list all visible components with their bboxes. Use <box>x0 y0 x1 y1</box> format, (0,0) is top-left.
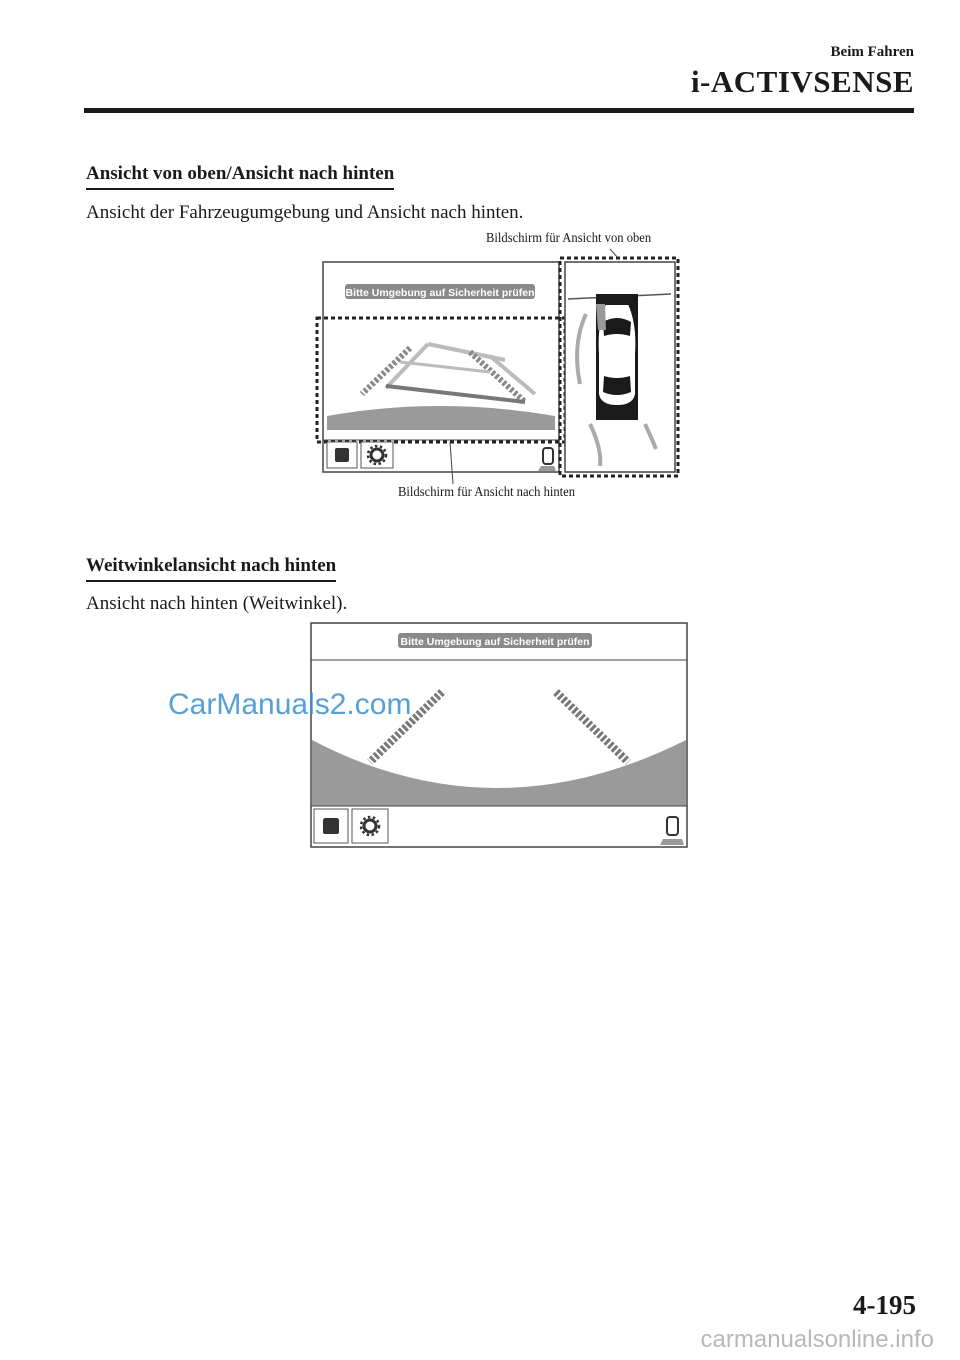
chapter-title: Beim Fahren <box>830 44 914 60</box>
heading-wide-rear-view: Weitwinkelansicht nach hinten <box>86 555 336 582</box>
heading-top-rear-view: Ansicht von oben/Ansicht nach hinten <box>86 163 394 190</box>
header-rule <box>84 108 914 113</box>
section-title: i-ACTIVSENSE <box>690 64 914 99</box>
warning-banner-2-text: Bitte Umgebung auf Sicherheit prüfen <box>400 636 590 648</box>
paragraph-top-rear-view: Ansicht der Fahrzeugumgebung und Ansicht nach hinten. <box>86 202 524 223</box>
figure-wide-rear-view <box>310 622 688 848</box>
settings-button-2[interactable] <box>352 809 388 843</box>
figure-top-rear-view <box>300 244 700 484</box>
paragraph-wide-rear-view: Ansicht nach hinten (Weitwinkel). <box>86 593 348 614</box>
page-number: 4-195 <box>853 1290 916 1320</box>
warning-banner-1-text: Bitte Umgebung auf Sicherheit prüfen <box>345 287 535 299</box>
callout-rear-view-screen: Bildschirm für Ansicht nach hinten <box>398 485 576 500</box>
watermark-carmanuals2: CarManuals2.com <box>168 688 412 721</box>
callout-top-view-screen: Bildschirm für Ansicht von oben <box>486 231 652 246</box>
watermark-carmanualsonline: carmanualsonline.info <box>700 1326 934 1353</box>
